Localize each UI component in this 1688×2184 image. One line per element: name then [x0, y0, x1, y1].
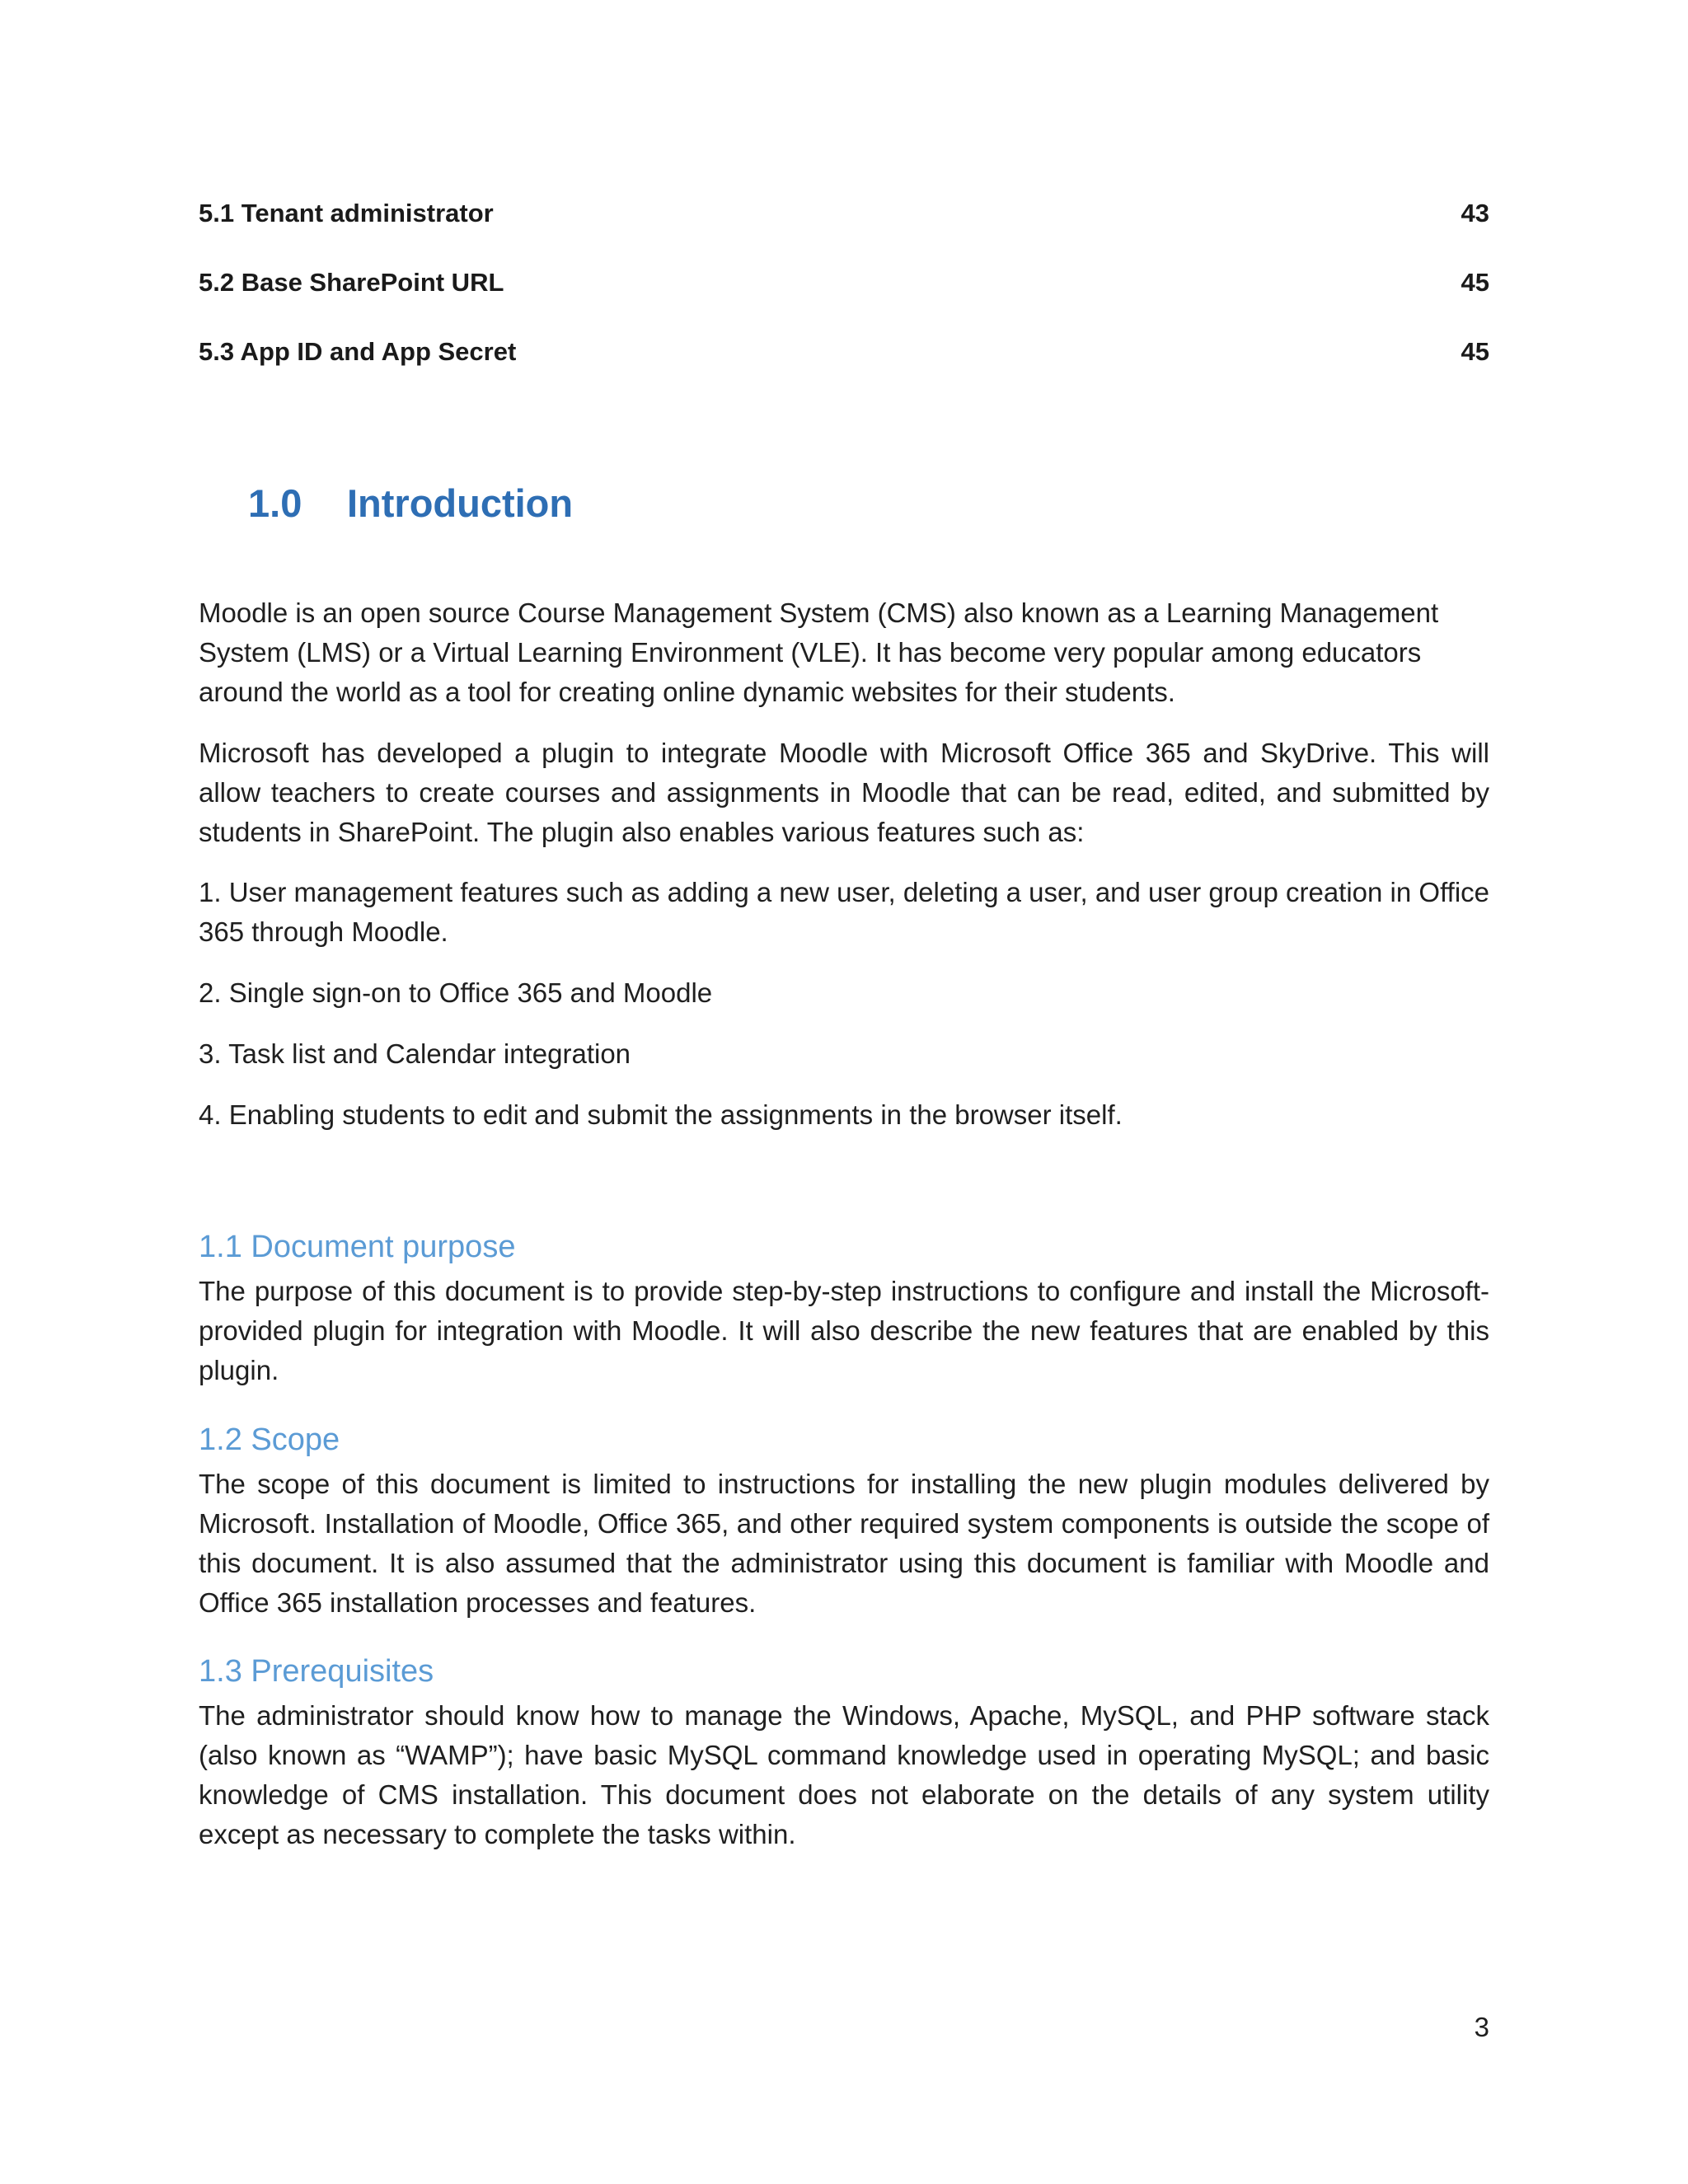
intro-paragraph: Moodle is an open source Course Management System (CMS) also known as a Learning Management System (LMS) or a Virtual Learning Environment (VLE). It has become very popular among educators around the world as a tool for creating online dynamic websites for their students.: [199, 598, 1439, 707]
subsection-heading-scope: 1.2 Scope: [199, 1422, 340, 1457]
intro-paragraph: Microsoft has developed a plugin to integrate Moodle with Microsoft Office 365 and SkyDrive. This will allow teachers to create courses and assignments in Moodle that can be read, edited, and submitted by students in SharePoint. The plugin also enables various features such as:: [199, 738, 1489, 847]
feature-list-item: 3. Task list and Calendar integration: [199, 1038, 631, 1069]
feature-list-item: 2. Single sign-on to Office 365 and Moodle: [199, 977, 713, 1008]
toc-entry-label: 5.1 Tenant administrator: [199, 199, 494, 227]
toc-entry-label: 5.3 App ID and App Secret: [199, 337, 517, 366]
section-heading-introduction: [248, 479, 573, 528]
toc-entry[interactable]: [199, 195, 1489, 232]
page-number: 3: [1474, 2012, 1489, 2042]
toc-entry-page: 43: [1461, 199, 1489, 227]
section-title: Introduction: [347, 481, 574, 525]
toc-entry-label: 5.2 Base SharePoint URL: [199, 268, 504, 297]
subsection-heading-document-purpose: 1.1 Document purpose: [199, 1230, 516, 1264]
feature-list-item: 4. Enabling students to edit and submit the assignments in the browser itself.: [199, 1099, 1123, 1130]
section-number: 1.0: [248, 481, 302, 525]
subsection-paragraph: The purpose of this document is to provide step-by-step instructions to configure and install the Microsoft-provided plugin for integration with Moodle. It will also describe the new features that are enabled by this plugin.: [199, 1276, 1489, 1385]
subsection-paragraph: The administrator should know how to manage the Windows, Apache, MySQL, and PHP software stack (also known as “WAMP”); have basic MySQL command knowledge used in operating MySQL; and basic knowledge of CMS installation. This document does not elaborate on the details of any system utility except as necessary to complete the tasks within.: [199, 1700, 1489, 1849]
toc-entry-page: 45: [1461, 268, 1489, 297]
subsection-paragraph: The scope of this document is limited to instructions for installing the new plugin modules delivered by Microsoft. Installation of Moodle, Office 365, and other required system components is outside the scope of this document. It is also assumed that the administrator using this document is familiar with Moodle and Office 365 installation processes and features.: [199, 1469, 1489, 1618]
toc-entry[interactable]: [199, 334, 1489, 370]
toc-entry-page: 45: [1461, 337, 1489, 366]
feature-list-item: 1. User management features such as adding a new user, deleting a user, and user group creation in Office 365 through Moodle.: [199, 877, 1490, 947]
toc-entry[interactable]: [199, 265, 1489, 301]
subsection-heading-prerequisites: 1.3 Prerequisites: [199, 1654, 434, 1689]
